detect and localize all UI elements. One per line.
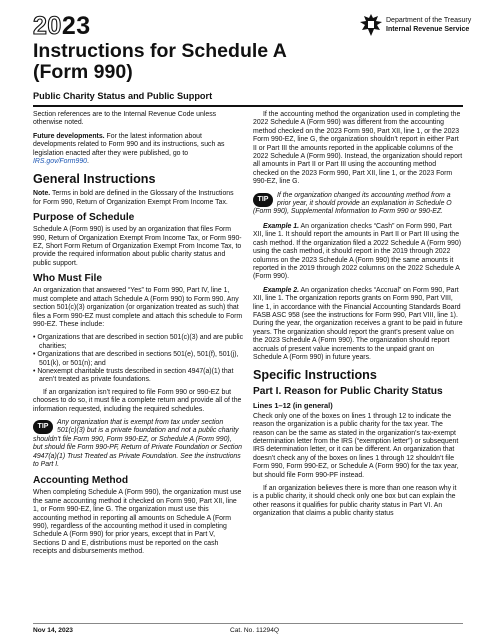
- document-subtitle: Public Charity Status and Public Support: [33, 91, 213, 101]
- multiple-reasons-text: If an organization believes there is more than one reason why it is a public charity, it should check only one box but can explain the other reasons it qualifies for public charity status in Part VI. An organization that claims a public charity status: [253, 485, 457, 518]
- header-rule: [33, 105, 463, 107]
- glossary-note: [33, 190, 243, 207]
- list-item: • Organizations that are described in sections 501(e), 501(f), 501(j), 501(k), or 501(n); and: [33, 351, 239, 367]
- section-references-note: Section references are to the Internal Revenue Code unless otherwise noted.: [33, 111, 217, 127]
- tax-year-prefix: 20: [33, 12, 62, 40]
- list-item: • Nonexempt charitable trusts described in section 4947(a)(1) that aren’t treated as private foundations.: [33, 367, 234, 384]
- who-must-file-text: An organization that answered “Yes” to Form 990, Part IV, line 1, must complete and attach Schedule A (Form 990) to Form 990. Any section 501(c)(3) organization (or organization treated as such) that files a Form 990-EZ must complete and attach this schedule to Form 990-EZ. These include:: [33, 287, 243, 328]
- lines-1-12-text: Check only one of the boxes on lines 1 through 12 to indicate the reason the organization is a public charity for the tax year. The reason can be the same as stated in the organization’s tax-exempt determination letter from the IRS (“exemption letter”) or subsequent IRS determination letter, or it can be different. An organization that doesn’t check any of the boxes on lines 1 through 12 shouldn’t file Form 990, Form 990-EZ, or Schedule A (Form 990) for the tax year, but should file Form 990-PF instead.: [253, 412, 459, 479]
- example-2-lead: Example 2.: [263, 286, 300, 294]
- irs-form990-link[interactable]: IRS.gov/Form990: [33, 158, 87, 166]
- accounting-change-text: If the accounting method the organization used in completing the 2022 Schedule A (Form 990) was different from the accounting method checked on the 2023 Form 990, Part XII, line 1, or the 2023 Form 990-EZ, line G, the organization shouldn’t report in either Part II or Part III the amounts reported in the applicable columns of the 2022 Schedule A (Form 990). Instead, the organization should report all amounts in Part II or Part III using the accounting method checked on the 2023 Form 990, Part XII, line 1, or the 2023 Form 990-EZ, line G.: [253, 111, 463, 186]
- future-developments: Future developments. For the latest information about developments related to Form 990 and its instructions, such as legislation enacted after they were published, go to IRS.gov/Form990.: [33, 132, 225, 166]
- list-item: • Organizations that are described in section 501(c)(3) and are public charities;: [33, 334, 244, 350]
- not-required-text: If an organization isn’t required to file Form 990 or 990-EZ but chooses to do so, it must file a complete return and provide all of the information requested, including the required schedules.: [33, 388, 242, 413]
- tip-accounting-change: [253, 192, 463, 217]
- note-text: Terms in bold are defined in the Glossary of the Instructions for Form 990, Return of Organization Exempt From Income Tax.: [33, 190, 234, 206]
- agency-block: [386, 16, 495, 34]
- example-2: [253, 287, 463, 363]
- example-1-text: An organization checks “Cash” on Form 990, Part XII, line 1. It should report the amounts in Part II or Part III using the cash method. If the organization filed a 2022 Schedule A (Form 990) using the cash method, it should report in the 2019 through 2022 columns on the 2023 Schedule A (Form 990) the same amounts it reported in the 2019 through 2022 columns on the 2022 Schedule A (Form 990).: [253, 222, 461, 281]
- purpose-text: Schedule A (Form 990) is used by an organization that files Form 990, Return of Organization Exempt From Income Tax, or Form 990-EZ, Short Form Return of Organization Exempt From Income Tax, to provide the required information about public charity status and public support.: [33, 226, 242, 267]
- future-developments-lead: Future developments.: [33, 132, 105, 140]
- tip-private-foundation: [33, 419, 243, 469]
- tip-icon: TIP: [253, 193, 273, 207]
- heading-accounting-method: Accounting Method: [33, 475, 129, 487]
- document-title: Instructions for Schedule A (Form 990): [33, 40, 287, 83]
- tip-icon: TIP: [33, 420, 53, 434]
- example-2-text: An organization checks “Accrual” on Form 990, Part XII, line 1. The organization reports grants on Form 990, Part VIII, line 1, in accordance with the Financial Accounting Standards Board FASB ASC 958 (see the instructions for Form 990, Part VIII, line 1). During the year, the organization receives a grant to be paid in future years. The organization should report the grant’s present value on the 2023 Schedule A (Form 990). The organization should report accruals of present value increments to the unpaid grant on Schedule A (Form 990) in future years.: [253, 286, 463, 361]
- tax-year: [33, 14, 91, 39]
- heading-part-1: Part I. Reason for Public Charity Status: [253, 386, 443, 398]
- tip-text: If the organization changed its accounting method from a prior year, it should provide an explanation in Schedule O (Form 990), Supplemental Information to Form 990 or 990-EZ.: [253, 191, 452, 216]
- irs-eagle-logo-icon: [358, 12, 384, 38]
- right-column: [253, 111, 463, 524]
- heading-who-must-file: Who Must File: [33, 273, 103, 285]
- filer-bullet-list: [33, 334, 243, 384]
- heading-lines-1-12: Lines 1–12 (in general): [253, 401, 333, 411]
- footer-rule: [33, 623, 463, 624]
- tax-year-suffix: 23: [61, 12, 91, 40]
- agency-irs: Internal Revenue Service: [386, 26, 470, 33]
- heading-purpose: Purpose of Schedule: [33, 212, 135, 224]
- agency-department: Department of the Treasury: [386, 17, 472, 24]
- note-lead: Note.: [33, 190, 51, 198]
- accounting-method-text: When completing Schedule A (Form 990), the organization must use the same accounting method it checked on Form 990, Part XII, line 1, or Form 990-EZ, line G. The organization must use this accounting method in reporting all amounts on Schedule A (Form 990), regardless of the accounting method it used in completing Schedule A (Form 990) for prior years, except that in Part V, Sections D and E, distributions must be reported on the cash receipts and disbursements method.: [33, 489, 242, 556]
- footer-date: Nov 14, 2023: [33, 627, 73, 634]
- example-1: [253, 223, 463, 282]
- heading-general-instructions: General Instructions: [33, 172, 156, 187]
- example-1-lead: Example 1.: [263, 222, 300, 230]
- left-column: [33, 111, 243, 562]
- footer-catalog-number: Cat. No. 11294Q: [230, 627, 279, 634]
- heading-specific-instructions: Specific Instructions: [253, 368, 377, 383]
- tip-text: Any organization that is exempt from tax under section 501(c)(3) but is a private foundation and not a public charity shouldn’t file Form 990, Form 990-EZ, or Schedule A (Form 990), but should file Form 990-PF, Return of Private Foundation or Section 4947(a)(1) Trust Treated as Private Foundation. See the instructions to Part I.: [33, 418, 242, 468]
- future-developments-text: For the latest information about developments related to Form 990 and its instructions, such as legislation enacted after they were published, go to: [33, 132, 225, 157]
